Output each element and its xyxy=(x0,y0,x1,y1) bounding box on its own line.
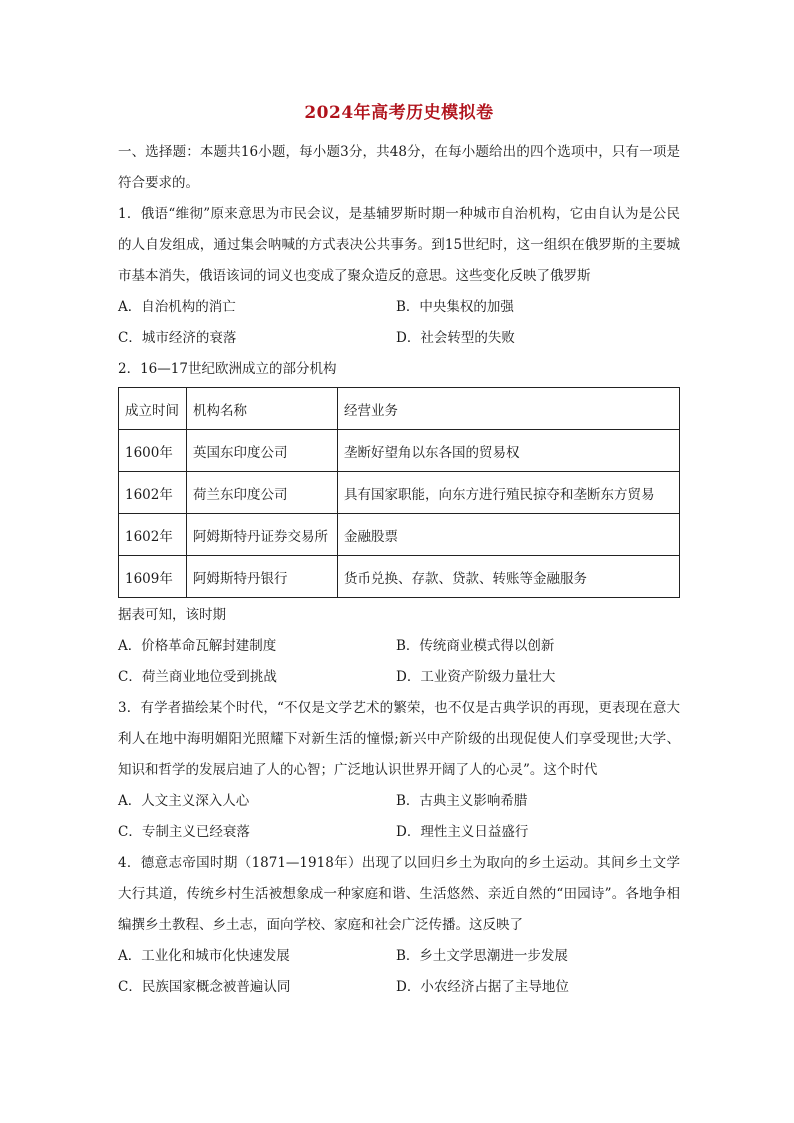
question-followup: 据表可知，该时期 xyxy=(118,607,226,623)
question-1 xyxy=(118,199,680,354)
option-c: C．城市经济的衰落 xyxy=(118,330,237,346)
options xyxy=(118,292,680,354)
table-row xyxy=(119,556,680,598)
table-cell: 英国东印度公司 xyxy=(187,430,338,472)
table-header: 机构名称 xyxy=(187,388,338,430)
table-header-row xyxy=(119,388,680,430)
question-stem: 3．有学者描绘某个时代，“不仅是文学艺术的繁荣，也不仅是古典学识的再现，更表现在意大利人在地中海明媚阳光照耀下对新生活的憧憬;新兴中产阶级的出现促使人们享受现世;大学、知识和哲学的发展启迪了人的心智；广泛地认识世界开阔了人的心灵”。这个时代 xyxy=(118,700,680,778)
table-row xyxy=(119,430,680,472)
table-cell: 阿姆斯特丹证券交易所 xyxy=(187,514,338,556)
question-2 xyxy=(118,354,680,693)
table-cell: 货币兑换、存款、贷款、转账等金融服务 xyxy=(338,556,680,598)
option-a: A．工业化和城市化快速发展 xyxy=(118,948,290,964)
table-cell: 1602年 xyxy=(119,514,187,556)
section-instructions: 一、选择题：本题共16小题，每小题3分，共48分，在每小题给出的四个选项中，只有一项是符合要求的。 xyxy=(118,144,680,191)
question-stem: 1．俄语“维彻”原来意思为市民会议，是基辅罗斯时期一种城市自治机构，它由自认为是公民的人自发组成，通过集会呐喊的方式表决公共事务。到15世纪时，这一组织在俄罗斯的主要城市基本消失，俄语该词的词义也变成了聚众造反的意思。这些变化反映了俄罗斯 xyxy=(118,206,680,284)
table-cell: 垄断好望角以东各国的贸易权 xyxy=(338,430,680,472)
institutions-table xyxy=(118,387,680,598)
option-b: B．古典主义影响希腊 xyxy=(396,793,528,809)
table-header: 成立时间 xyxy=(119,388,187,430)
option-d: D．社会转型的失败 xyxy=(396,330,515,346)
option-a: A．人文主义深入人心 xyxy=(118,793,250,809)
option-c: C．民族国家概念被普遍认同 xyxy=(118,979,291,995)
option-b: B．传统商业模式得以创新 xyxy=(396,638,555,654)
options xyxy=(118,631,680,693)
exam-content xyxy=(118,98,680,1003)
table-row xyxy=(119,472,680,514)
table-header: 经营业务 xyxy=(338,388,680,430)
option-a: A．价格革命瓦解封建制度 xyxy=(118,638,277,654)
table-cell: 具有国家职能，向东方进行殖民掠夺和垄断东方贸易 xyxy=(338,472,680,514)
option-d: D．理性主义日益盛行 xyxy=(396,824,529,840)
table-cell: 阿姆斯特丹银行 xyxy=(187,556,338,598)
table-cell: 金融股票 xyxy=(338,514,680,556)
table-cell: 1602年 xyxy=(119,472,187,514)
question-3 xyxy=(118,693,680,848)
option-c: C．荷兰商业地位受到挑战 xyxy=(118,669,277,685)
option-d: D．小农经济占据了主导地位 xyxy=(396,979,569,995)
exam-title: 2024年高考历史模拟卷 xyxy=(304,103,494,123)
option-a: A．自治机构的消亡 xyxy=(118,299,236,315)
option-c: C．专制主义已经衰落 xyxy=(118,824,250,840)
table-cell: 荷兰东印度公司 xyxy=(187,472,338,514)
table-row xyxy=(119,514,680,556)
option-b: B．乡土文学思潮进一步发展 xyxy=(396,948,568,964)
table-cell: 1600年 xyxy=(119,430,187,472)
table-cell: 1609年 xyxy=(119,556,187,598)
options xyxy=(118,786,680,848)
question-stem: 2．16—17世纪欧洲成立的部分机构 xyxy=(118,361,337,377)
option-d: D．工业资产阶级力量壮大 xyxy=(396,669,556,685)
question-stem: 4．德意志帝国时期（1871—1918年）出现了以回归乡土为取向的乡土运动。其间乡土文学大行其道，传统乡村生活被想象成一种家庭和谐、生活悠然、亲近自然的“田园诗”。各地争相编撰乡土教程、乡土志，面向学校、家庭和社会广泛传播。这反映了 xyxy=(118,855,680,933)
question-4 xyxy=(118,848,680,1003)
option-b: B．中央集权的加强 xyxy=(396,299,514,315)
options xyxy=(118,941,680,1003)
